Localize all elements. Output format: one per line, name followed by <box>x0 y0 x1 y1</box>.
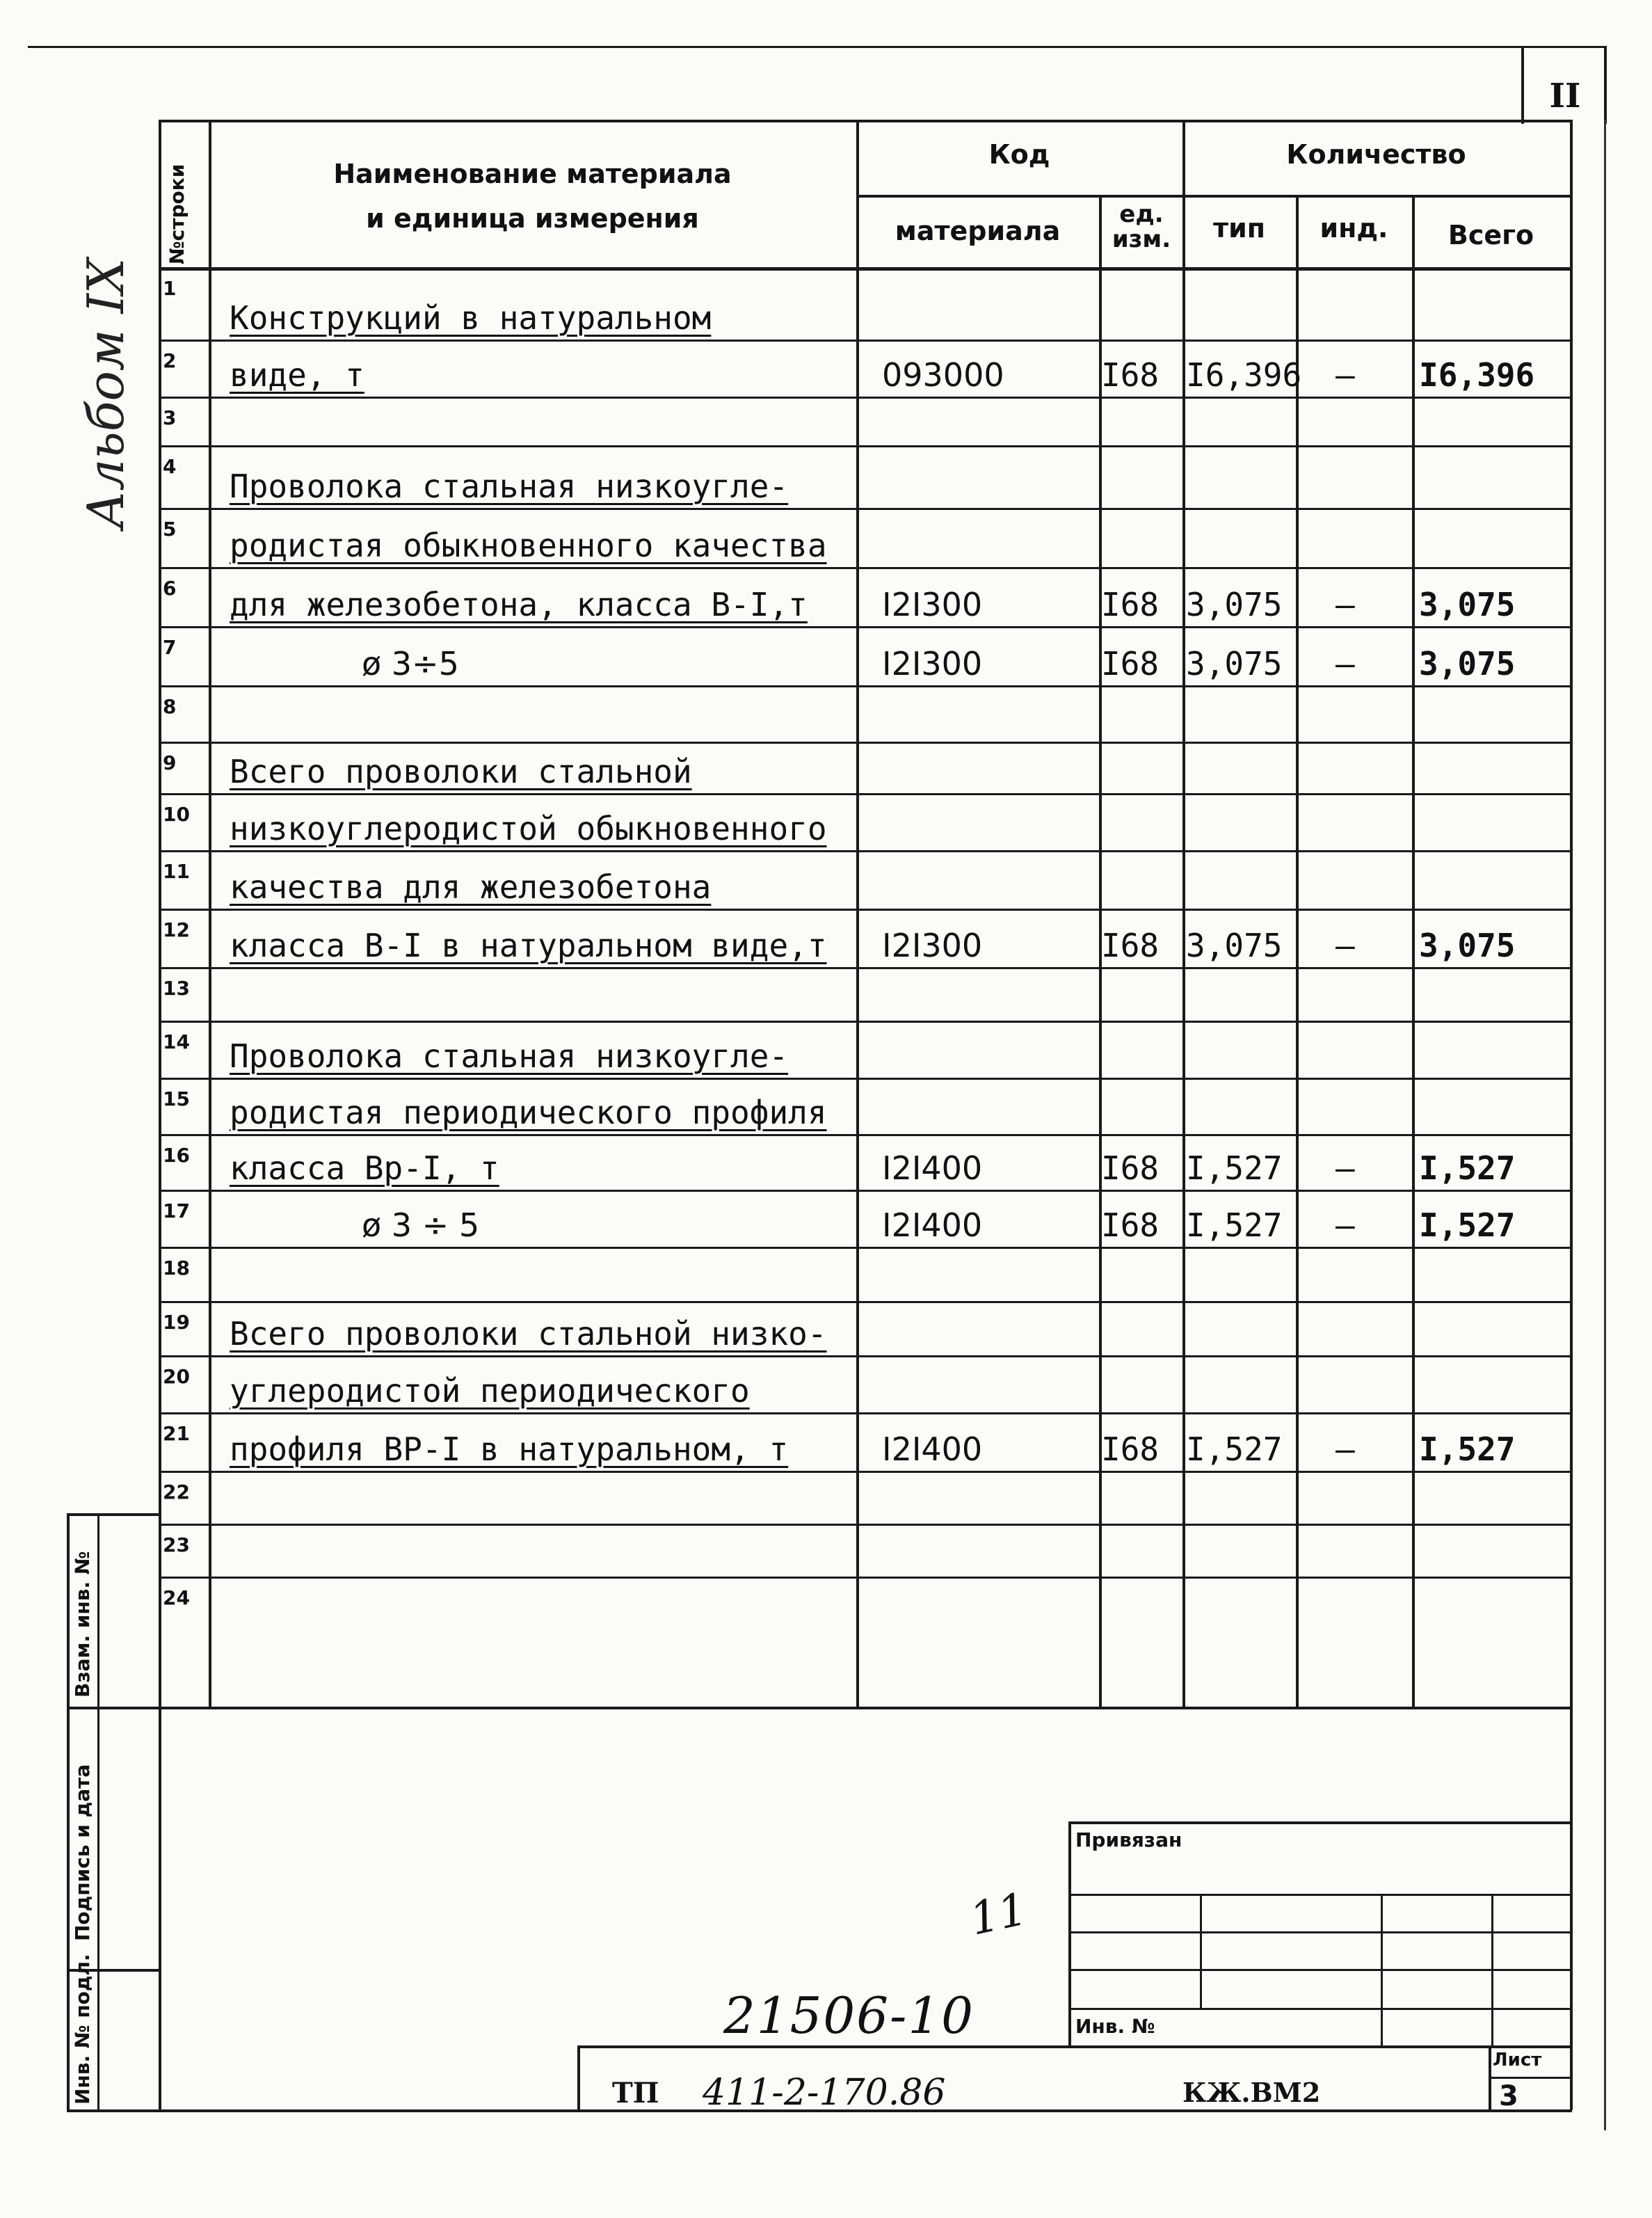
material-name: Проволока стальная низкоугле- <box>230 468 789 505</box>
row-number: 23 <box>163 1533 190 1556</box>
row-line <box>159 508 1572 510</box>
qty-total: I,527 <box>1419 1149 1516 1187</box>
row-line <box>159 1355 1572 1357</box>
stamp-inv-no: Инв. № <box>1075 2015 1155 2038</box>
material-name: Всего проволоки стальной низко- <box>230 1315 827 1353</box>
material-name: виде, т <box>230 356 364 394</box>
qty-ind: – <box>1336 645 1355 683</box>
unit-code: I68 <box>1101 927 1160 964</box>
row-line <box>159 967 1572 969</box>
material-name: ø 3 ÷ 5 <box>362 1206 480 1244</box>
unit-code: I68 <box>1101 645 1160 683</box>
row-number: 16 <box>163 1144 190 1167</box>
header-quantity: Количество <box>1286 139 1466 170</box>
row-number: 15 <box>163 1087 190 1110</box>
stamp-list-value: 3 <box>1499 2080 1518 2112</box>
row-line <box>159 340 1572 342</box>
material-name: для железобетона, класса В-I,т <box>230 586 808 623</box>
stamp-project-code: 411-2-170.86 <box>703 2072 946 2114</box>
row-number: 21 <box>163 1422 190 1445</box>
material-code: I2I300 <box>882 645 983 683</box>
row-line <box>159 626 1572 628</box>
sheet-corner-number: II <box>1549 77 1581 115</box>
row-number: 22 <box>163 1481 190 1503</box>
material-name: класса В-I в натуральном виде,т <box>230 927 827 964</box>
material-code: I2I300 <box>882 927 983 964</box>
row-number: 17 <box>163 1199 190 1222</box>
qty-type: I6,396 <box>1186 356 1302 394</box>
header-row-no: №строки <box>166 163 189 264</box>
stamp-list-label: Лист <box>1493 2050 1542 2071</box>
material-name: ø 3÷5 <box>362 645 459 683</box>
unit-code: I68 <box>1101 356 1160 394</box>
row-line <box>159 1524 1572 1526</box>
row-line <box>159 445 1572 447</box>
qty-type: 3,075 <box>1186 586 1283 623</box>
stamp-doc-code: КЖ.ВМ2 <box>1182 2077 1321 2108</box>
row-line <box>159 1412 1572 1414</box>
qty-type: I,527 <box>1186 1206 1283 1244</box>
row-number: 6 <box>163 577 177 600</box>
qty-total: 3,075 <box>1419 645 1516 683</box>
header-material: материала <box>895 216 1061 246</box>
row-line <box>159 793 1572 795</box>
material-name: качества для железобетона <box>230 868 712 906</box>
material-name: класса Вр-I, т <box>230 1149 499 1187</box>
row-number: 18 <box>163 1256 190 1279</box>
qty-type: I,527 <box>1186 1149 1283 1187</box>
qty-total: I6,396 <box>1419 356 1535 394</box>
row-number: 5 <box>163 518 177 541</box>
qty-ind: – <box>1336 1149 1355 1187</box>
material-code: 093000 <box>882 356 1004 394</box>
row-line <box>159 685 1572 687</box>
qty-type: 3,075 <box>1186 927 1283 964</box>
row-number: 2 <box>163 349 177 372</box>
row-number: 8 <box>163 695 177 718</box>
header-unit: ед. изм. <box>1112 200 1171 253</box>
header-total: Всего <box>1447 220 1534 250</box>
material-name: Проволока стальная низкоугле- <box>230 1037 789 1075</box>
row-number: 20 <box>163 1365 190 1388</box>
qty-total: I,527 <box>1419 1430 1516 1468</box>
qty-type: I,527 <box>1186 1430 1283 1468</box>
archive-number: 21506-10 <box>723 1986 975 2045</box>
row-line <box>159 1577 1572 1579</box>
header-name-line1: Наименование материала <box>333 159 732 189</box>
row-number: 4 <box>163 455 177 478</box>
row-line <box>159 1078 1572 1080</box>
unit-code: I68 <box>1101 586 1160 623</box>
handwritten-mark: 11 <box>965 1883 1032 1946</box>
qty-ind: – <box>1336 1206 1355 1244</box>
row-line <box>159 397 1572 399</box>
row-number: 24 <box>163 1586 190 1609</box>
row-line <box>159 742 1572 744</box>
material-name: углеродистой периодического <box>230 1372 750 1410</box>
side-inv-podl: Инв. № подл. <box>71 1954 94 2105</box>
row-number: 1 <box>163 277 177 300</box>
header-type: тип <box>1213 213 1265 244</box>
row-number: 12 <box>163 918 190 941</box>
row-line <box>159 1134 1572 1136</box>
row-line <box>159 850 1572 852</box>
header-code: Код <box>988 139 1050 170</box>
row-line <box>159 1471 1572 1473</box>
material-code: I2I400 <box>882 1206 983 1244</box>
qty-ind: – <box>1336 356 1355 394</box>
row-number: 3 <box>163 406 177 429</box>
material-name: родистая обыкновенного качества <box>230 527 827 564</box>
material-name: Конструкций в натуральном <box>230 299 712 337</box>
row-number: 19 <box>163 1311 190 1334</box>
material-name: родистая периодического профиля <box>230 1094 827 1131</box>
row-line <box>159 1190 1572 1192</box>
unit-code: I68 <box>1101 1149 1160 1187</box>
header-name-line2: и единица измерения <box>366 203 699 234</box>
material-code: I2I400 <box>882 1430 983 1468</box>
qty-ind: – <box>1336 1430 1355 1468</box>
qty-total: 3,075 <box>1419 927 1516 964</box>
row-number: 11 <box>163 860 190 883</box>
header-ind: инд. <box>1320 213 1388 244</box>
row-number: 9 <box>163 751 177 774</box>
material-code: I2I400 <box>882 1149 983 1187</box>
stamp-privyazan: Привязан <box>1075 1828 1182 1851</box>
row-line <box>159 1021 1572 1023</box>
unit-code: I68 <box>1101 1206 1160 1244</box>
row-line <box>159 567 1572 569</box>
qty-total: 3,075 <box>1419 586 1516 623</box>
qty-total: I,527 <box>1419 1206 1516 1244</box>
unit-code: I68 <box>1101 1430 1160 1468</box>
row-line <box>159 909 1572 911</box>
material-name: профиля ВР-I в натуральном, т <box>230 1430 789 1468</box>
row-line <box>159 1247 1572 1249</box>
qty-ind: – <box>1336 927 1355 964</box>
row-number: 10 <box>163 803 190 826</box>
row-line <box>159 1301 1572 1303</box>
material-name: Всего проволоки стальной <box>230 753 692 790</box>
material-code: I2I300 <box>882 586 983 623</box>
qty-type: 3,075 <box>1186 645 1283 683</box>
side-vzam-inv: Взам. инв. № <box>71 1551 94 1698</box>
row-number: 7 <box>163 636 177 659</box>
side-podpis-data: Подпись и дата <box>71 1764 94 1941</box>
stamp-tp: ТП <box>612 2077 659 2109</box>
material-name: низкоуглеродистой обыкновенного <box>230 810 827 847</box>
album-label: Альбом IX <box>77 257 135 529</box>
row-number: 13 <box>163 977 190 1000</box>
row-number: 14 <box>163 1030 190 1053</box>
qty-ind: – <box>1336 586 1355 623</box>
